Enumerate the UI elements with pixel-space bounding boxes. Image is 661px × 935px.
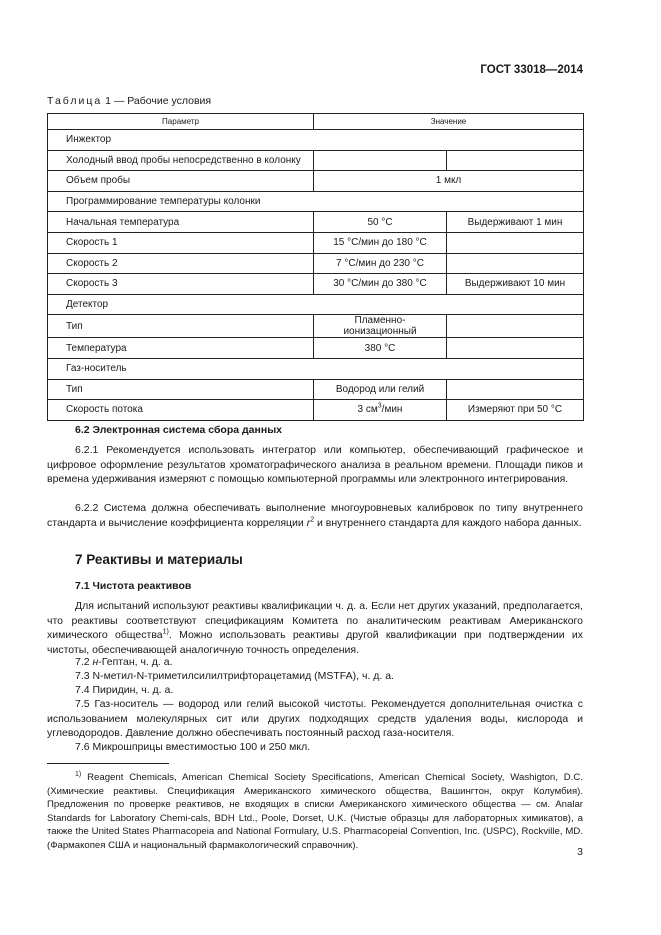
page-number: 3 (577, 846, 583, 858)
paragraph-7-1 (47, 599, 583, 657)
table-row (48, 212, 584, 233)
parameter-cell: Скорость 3 (48, 274, 314, 295)
footnote (47, 771, 583, 852)
item-7-6: 7.6 Микрошприцы вместимостью 100 и 250 мкл. (75, 741, 311, 753)
table-row (48, 171, 584, 192)
note-cell (447, 150, 584, 171)
value-cell: 50 °C (314, 212, 447, 233)
table-row (48, 191, 584, 212)
parameter-cell: Тип (48, 315, 314, 338)
item-7-2-prefix: н (92, 656, 99, 668)
value-cell (314, 400, 447, 421)
note-cell: Измеряют при 50 °C (447, 400, 584, 421)
table-caption-title: 1 — Рабочие условия (102, 95, 212, 107)
section-6-2-heading: 6.2 Электронная система сбора данных (75, 424, 283, 436)
value-cell: 7 °C/мин до 230 °C (314, 253, 447, 274)
item-7-2-number: 7.2 (75, 656, 93, 668)
paragraph-6-2-2 (47, 501, 583, 530)
value-cell: 1 мкл (314, 171, 584, 192)
table-caption-prefix: Таблица (47, 95, 103, 107)
table-caption (47, 95, 211, 107)
value-text: 3 см (357, 404, 378, 416)
section-7-heading: 7 Реактивы и материалы (75, 552, 243, 567)
note-cell: Выдерживают 10 мин (447, 274, 584, 295)
section-cell: Программирование температуры колонки (48, 191, 584, 212)
note-cell (447, 379, 584, 400)
correlation-symbol: r (306, 516, 311, 529)
value-cell: Водород или гелий (314, 379, 447, 400)
footnote-divider (47, 763, 169, 764)
table-row (48, 130, 584, 151)
section-cell: Газ-носитель (48, 358, 584, 379)
note-cell (447, 315, 584, 338)
note-cell: Выдерживают 1 мин (447, 212, 584, 233)
working-conditions-table (47, 113, 584, 421)
table-row (48, 150, 584, 171)
note-cell (447, 232, 584, 253)
item-7-2 (47, 655, 583, 670)
correlation-exponent: 2 (310, 516, 315, 524)
item-7-5: 7.5 Газ-носитель — водород или гелий высокой чистоты. Рекомендуется дополнительная очистка с использованием молекулярных сит или других подходящих средств удаления воды, кислорода и углеводородов. Давление должно обеспечивать постоянный расход газа-носителя. (47, 698, 583, 740)
table-row (48, 253, 584, 274)
parameter-cell: Холодный ввод пробы непосредственно в колонку (48, 150, 314, 171)
paragraph-6-2-1: 6.2.1 Рекомендуется использовать интегратор или компьютер, обеспечивающий графическое и цифровое оформление результатов хроматографического анализа в реальном времени. Площади пиков и времена удерживания измеряют с помощью компьютерной программы или электронного интегрирования. (47, 444, 583, 486)
item-7-4: 7.4 Пиридин, ч. д. а. (75, 684, 174, 696)
parameter-cell: Объем пробы (48, 171, 314, 192)
table-row (48, 294, 584, 315)
value-exponent: 3 (377, 403, 382, 411)
table-row (48, 400, 584, 421)
value-unit: /мин (381, 404, 403, 416)
table-row (48, 358, 584, 379)
parameter-cell: Скорость 2 (48, 253, 314, 274)
footnote-reference: 1) (162, 628, 169, 636)
parameter-cell: Скорость потока (48, 400, 314, 421)
paragraph-7-1-text-end: . Можно использовать реактивы другой квалификации при подтверждении их чистоты, обеспечивающей аналогичную точность определения. (47, 629, 583, 656)
footnote-text: Reagent Chemicals, American Chemical Society Specifications, American Chemical Society, Washigton, D.C. (Химические реактивы. Спецификация Американского химического общества, Вашингтон, округ Колумбия). Предложения по проверке реактивов, не входящих в списки Американского химического общества — см. Analar Standards for Laboratory Chemi-cals, BDH Ltd., Poole, Dorset, U.K. (Чистые образцы для лабораторных химикатов), а также the United States Pharmacopeia and National Formulary, U.S. Pharmacopeial Convention, Inc. (USPC), Rockville, MD. (Фармакопея США и национальный фармакологический справочник). (47, 772, 583, 851)
note-cell (447, 253, 584, 274)
table-row (48, 379, 584, 400)
value-cell: 30 °C/мин до 380 °C (314, 274, 447, 295)
paragraph-6-2-2-text-end: и внутреннего стандарта для каждого набора данных. (314, 516, 582, 529)
column-header-parameter: Параметр (48, 114, 314, 130)
table-row (48, 274, 584, 295)
value-cell (314, 150, 447, 171)
table-row (48, 315, 584, 338)
item-7-3: 7.3 N-метил-N-триметилсилилтрифторацетамид (MSTFA), ч. д. а. (75, 670, 394, 682)
table-row (48, 338, 584, 359)
value-cell: 15 °C/мин до 180 °C (314, 232, 447, 253)
note-cell (447, 338, 584, 359)
column-header-value: Значение (314, 114, 584, 130)
parameter-cell: Температура (48, 338, 314, 359)
parameter-cell: Начальная температура (48, 212, 314, 233)
value-cell: 380 °C (314, 338, 447, 359)
paragraph-7-1-text: Для испытаний используют реактивы квалификации ч. д. а. Если нет других указаний, предполагается, что реактивы соответствуют спецификациям Комитета по аналитическим реактивам Американского химического общества (47, 600, 583, 642)
value-cell: Пламенно-ионизационный (314, 315, 447, 338)
table-row (48, 232, 584, 253)
document-id: ГОСТ 33018—2014 (480, 64, 583, 76)
parameter-cell: Скорость 1 (48, 232, 314, 253)
section-cell: Детектор (48, 294, 584, 315)
footnote-mark: 1) (75, 770, 82, 778)
item-7-2-text: -Гептан, ч. д. а. (98, 656, 173, 668)
parameter-cell: Тип (48, 379, 314, 400)
section-cell: Инжектор (48, 130, 584, 151)
paragraph-6-2-2-text: 6.2.2 Система должна обеспечивать выполнение многоуровневых калибровок по типу внутреннего стандарта и вычисление коэффициента корреляции (47, 502, 583, 529)
section-7-1-heading: 7.1 Чистота реактивов (75, 580, 192, 592)
